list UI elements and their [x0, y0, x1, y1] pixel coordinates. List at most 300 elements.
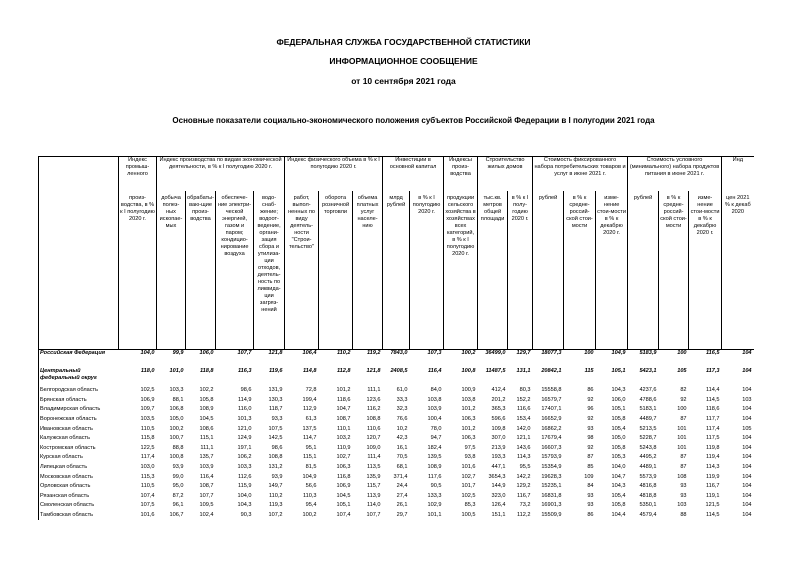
- table-row: [39, 415, 754, 425]
- table-cell: 88,8: [172, 444, 184, 451]
- table-cell: 104: [742, 502, 752, 509]
- table-row: [39, 444, 754, 454]
- table-cell: 81,5: [305, 464, 317, 471]
- sub-header: в % к I полугодию 2020 г.: [410, 191, 444, 350]
- table-cell: 87: [680, 454, 687, 461]
- table-cell: 104: [742, 512, 752, 519]
- sub-header: тыс.кв. метров общей площади: [478, 191, 508, 350]
- message-date: от 10 сентября 2021 года: [351, 76, 456, 86]
- table-cell: 95,5: [519, 464, 531, 471]
- table-cell: 5183,1: [639, 406, 657, 413]
- table-cell: 114,8: [302, 368, 317, 374]
- table-row: [39, 492, 754, 502]
- table-cell: 4816,8: [639, 483, 657, 490]
- table-cell: 101,0: [169, 368, 184, 374]
- table-cell: 114,9: [237, 396, 252, 403]
- table-cell: 61,3: [305, 416, 317, 423]
- table-cell: 107,7: [237, 350, 252, 356]
- table-cell: 104: [742, 464, 752, 471]
- table-cell: 104: [742, 435, 752, 442]
- table-cell: 101,6: [140, 512, 155, 519]
- table-cell: 106,7: [169, 512, 184, 519]
- region-name: Белгородская область: [39, 386, 119, 396]
- table-cell: 16607,3: [541, 444, 562, 451]
- table-cell: 104: [742, 454, 752, 461]
- sub-header: изме-нение стои-мости в % к декабрю 2020 г.: [596, 191, 628, 350]
- table-cell: 149,7: [268, 483, 283, 490]
- table-cell: 100: [677, 406, 687, 413]
- table-cell: 114,7: [302, 435, 317, 442]
- table-cell: 86: [587, 387, 594, 394]
- table-cell: 98,6: [271, 444, 283, 451]
- table-cell: 5213,5: [639, 425, 657, 432]
- table-cell: 96: [587, 406, 594, 413]
- table-cell: 105,1: [336, 502, 351, 509]
- table-cell: 106,2: [237, 454, 252, 461]
- table-cell: 19628,3: [541, 473, 562, 480]
- table-cell: 119,3: [268, 502, 283, 509]
- table-cell: 103,0: [140, 464, 155, 471]
- table-cell: 15558,8: [541, 387, 562, 394]
- table-cell: 102,5: [140, 387, 155, 394]
- table-cell: 105,8: [611, 416, 626, 423]
- table-cell: 109,5: [199, 502, 214, 509]
- table-cell: 108,9: [427, 464, 442, 471]
- table-cell: 100,2: [302, 512, 317, 519]
- table-cell: 114,4: [705, 387, 720, 394]
- table-cell: 115,1: [302, 454, 317, 461]
- table-row: [39, 501, 754, 511]
- table-cell: 105,0: [169, 416, 184, 423]
- table-cell: 110,2: [268, 492, 283, 499]
- group-header: Индексы произ-водства: [444, 157, 478, 192]
- table-cell: 107,7: [199, 492, 214, 499]
- table-cell: 15509,9: [541, 512, 562, 519]
- table-cell: 116,6: [516, 406, 531, 413]
- table-cell: 107,5: [268, 425, 283, 432]
- table-cell: 101,1: [427, 512, 442, 519]
- table-cell: 108: [677, 473, 687, 480]
- group-header: Индекс физического объема в % к I полугодию 2020 г.: [285, 157, 383, 192]
- table-cell: 87: [680, 464, 687, 471]
- table-cell: 201,2: [491, 396, 506, 403]
- table-cell: 101,7: [461, 483, 476, 490]
- table-cell: 103,2: [336, 435, 351, 442]
- table-cell: 115,3: [140, 473, 155, 480]
- table-cell: 100,7: [169, 435, 184, 442]
- region-name: Воронежская область: [39, 415, 119, 425]
- table-cell: 118,0: [140, 368, 155, 374]
- table-cell: 104,7: [611, 473, 626, 480]
- table-cell: 106,0: [611, 396, 626, 403]
- table-cell: 103,9: [427, 406, 442, 413]
- table-cell: 115,1: [199, 435, 214, 442]
- table-cell: 113,9: [366, 492, 381, 499]
- table-cell: 199,4: [302, 396, 317, 403]
- table-cell: 119,4: [705, 454, 720, 461]
- table-row: [39, 368, 754, 386]
- table-cell: 137,5: [302, 425, 317, 432]
- table-cell: 16862,2: [541, 425, 562, 432]
- region-column-header: [39, 157, 119, 350]
- table-cell: 116,2: [366, 406, 381, 413]
- table-cell: 96,1: [172, 502, 184, 509]
- table-cell: 112,9: [302, 406, 317, 413]
- table-cell: 307,0: [491, 435, 506, 442]
- table-cell: 116,3: [237, 368, 252, 374]
- table-cell: 95,1: [305, 444, 317, 451]
- table-cell: 108,8: [268, 454, 283, 461]
- table-cell: 104: [742, 483, 752, 490]
- table-row: [39, 396, 754, 406]
- table-cell: 135,9: [366, 473, 381, 480]
- table-cell: 15235,1: [541, 483, 562, 490]
- table-cell: 100,4: [427, 416, 442, 423]
- region-name: Владимирская область: [39, 405, 119, 415]
- table-cell: 100,2: [169, 425, 184, 432]
- table-cell: 103,9: [199, 464, 214, 471]
- table-cell: 16,1: [396, 444, 408, 451]
- table-row: [39, 511, 754, 521]
- table-cell: 93,9: [172, 464, 184, 471]
- table-row: [39, 482, 754, 492]
- sub-header: обрабаты-ваю-щие произ-водства: [186, 191, 216, 350]
- table-cell: 86: [587, 512, 594, 519]
- table-cell: 213,9: [491, 444, 506, 451]
- table-cell: 2408,5: [390, 368, 408, 374]
- table-cell: 106,4: [302, 350, 317, 356]
- table-cell: 104,5: [336, 492, 351, 499]
- table-cell: 16831,8: [541, 492, 562, 499]
- table-cell: 104,0: [611, 464, 626, 471]
- region-name: Орловская область: [39, 482, 119, 492]
- table-cell: 143,6: [516, 444, 531, 451]
- table-cell: 101,2: [461, 406, 476, 413]
- table-cell: 5350,1: [639, 502, 657, 509]
- table-cell: 116,7: [705, 483, 720, 490]
- table-cell: 97,5: [464, 444, 476, 451]
- table-cell: 10,2: [396, 425, 408, 432]
- table-cell: 92: [587, 444, 594, 451]
- table-cell: 118,8: [199, 368, 214, 374]
- table-cell: 93,8: [464, 454, 476, 461]
- table-cell: 121,0: [237, 425, 252, 432]
- table-cell: 93,3: [271, 416, 283, 423]
- table-cell: 110,9: [336, 444, 351, 451]
- table-cell: 144,9: [491, 483, 506, 490]
- table-cell: 115,7: [366, 483, 381, 490]
- table-cell: 102,9: [427, 502, 442, 509]
- table-cell: 114,3: [705, 464, 720, 471]
- table-cell: 153,4: [516, 416, 531, 423]
- table-row: [39, 405, 754, 415]
- sub-header: обеспече-ние электри-ческой энергией, газом и паром; кондицио-нирование воздуха: [216, 191, 254, 350]
- group-header: Стоимость фиксированного набора потребительских товаров и услуг в июне 2021 г.: [533, 157, 628, 192]
- table-cell: 90,3: [240, 512, 252, 519]
- region-name: Калужская область: [39, 434, 119, 444]
- table-cell: 108,9: [199, 406, 214, 413]
- table-cell: 93: [680, 492, 687, 499]
- table-cell: 112,2: [516, 512, 531, 519]
- table-cell: 100: [677, 350, 687, 356]
- table-cell: 110,2: [336, 350, 351, 356]
- table-cell: 118,6: [336, 396, 351, 403]
- table-cell: 106,3: [461, 435, 476, 442]
- table-cell: 117,3: [705, 368, 720, 374]
- table-cell: 87: [587, 454, 594, 461]
- table-cell: 95,4: [305, 502, 317, 509]
- table-cell: 142,2: [516, 473, 531, 480]
- table-cell: 104: [742, 444, 752, 451]
- table-cell: 102,7: [461, 473, 476, 480]
- table-cell: 56,6: [305, 483, 317, 490]
- sub-header: рублей: [628, 191, 659, 350]
- table-cell: 84: [587, 483, 594, 490]
- statistics-table: [38, 156, 754, 520]
- table-cell: 108,6: [199, 425, 214, 432]
- table-cell: 104: [742, 492, 752, 499]
- table-cell: 131,9: [268, 387, 283, 394]
- table-cell: 111,1: [367, 387, 381, 394]
- sub-header: цен 2021 % к декаб 2020: [722, 191, 754, 350]
- table-cell: 109,8: [491, 425, 506, 432]
- table-cell: 130,3: [268, 396, 283, 403]
- table-cell: 98,6: [240, 387, 252, 394]
- table-cell: 105,1: [611, 368, 626, 374]
- table-cell: 117,4: [705, 425, 720, 432]
- table-cell: 102,7: [336, 454, 351, 461]
- table-cell: 105,8: [611, 502, 626, 509]
- table-cell: 42,3: [396, 435, 408, 442]
- table-cell: 118,6: [705, 406, 720, 413]
- group-header: Инвестиции в основной капитал: [383, 157, 444, 192]
- table-cell: 93: [587, 492, 594, 499]
- table-cell: 104,5: [199, 416, 214, 423]
- table-cell: 4818,8: [639, 492, 657, 499]
- table-cell: 104: [742, 368, 752, 374]
- table-cell: 103: [677, 502, 687, 509]
- table-cell: 114,5: [705, 512, 720, 519]
- table-cell: 11487,5: [485, 368, 506, 374]
- table-cell: 105: [742, 425, 752, 432]
- table-cell: 93,9: [271, 473, 283, 480]
- table-cell: 5228,7: [639, 435, 657, 442]
- table-cell: 33,3: [396, 396, 408, 403]
- table-cell: 109,0: [366, 444, 381, 451]
- group-header: Индекс промыш-ленного: [119, 157, 157, 192]
- table-cell: 5183,9: [639, 350, 657, 356]
- table-cell: 4237,6: [639, 387, 657, 394]
- table-cell: 105,4: [611, 492, 626, 499]
- table-cell: 104: [742, 387, 752, 394]
- table-row: [39, 463, 754, 473]
- table-cell: 107,4: [336, 512, 351, 519]
- table-cell: 365,3: [491, 406, 506, 413]
- sub-header: объема платных услуг населе-нию: [353, 191, 383, 350]
- table-cell: 26,1: [396, 502, 408, 509]
- table-cell: 92: [680, 396, 687, 403]
- table-cell: 114,3: [516, 454, 531, 461]
- table-cell: 104: [742, 350, 752, 356]
- table-cell: 20842,1: [541, 368, 562, 374]
- table-cell: 122,5: [140, 444, 155, 451]
- table-cell: 102,2: [199, 387, 214, 394]
- table-cell: 104,4: [611, 512, 626, 519]
- table-cell: 93: [587, 502, 594, 509]
- table-cell: 110,6: [366, 425, 381, 432]
- region-name: Рязанская область: [39, 492, 119, 502]
- table-cell: 117,6: [427, 473, 442, 480]
- table-cell: 115: [584, 368, 594, 374]
- table-row: [39, 472, 754, 482]
- table-cell: 101,2: [336, 387, 351, 394]
- table-cell: 104,9: [611, 350, 626, 356]
- table-cell: 105,8: [611, 444, 626, 451]
- table-cell: 16901,3: [541, 502, 562, 509]
- table-cell: 99,9: [172, 350, 184, 356]
- table-cell: 104,9: [302, 473, 317, 480]
- table-cell: 142,5: [268, 435, 283, 442]
- table-cell: 82: [680, 387, 687, 394]
- table-cell: 104,3: [611, 483, 626, 490]
- table-row: [39, 386, 754, 396]
- table-cell: 36499,0: [485, 350, 506, 356]
- table-cell: 100,9: [461, 387, 476, 394]
- table-cell: 27,4: [396, 492, 408, 499]
- table-cell: 117,4: [140, 454, 155, 461]
- table-cell: 101: [677, 444, 687, 451]
- table-cell: 112,6: [237, 473, 252, 480]
- table-cell: 107,4: [140, 492, 155, 499]
- table-row: [39, 453, 754, 463]
- table-cell: 94,7: [430, 435, 442, 442]
- table-cell: 18077,3: [541, 350, 562, 356]
- table-cell: 193,3: [491, 454, 506, 461]
- table-cell: 119,9: [705, 473, 720, 480]
- table-row: [39, 424, 754, 434]
- sub-header: в % к I полу-годию 2020 г.: [508, 191, 533, 350]
- table-cell: 104,3: [611, 387, 626, 394]
- table-cell: 106,9: [140, 396, 155, 403]
- table-cell: 106,9: [336, 483, 351, 490]
- table-cell: 105,8: [199, 396, 214, 403]
- table-cell: 105,1: [611, 406, 626, 413]
- table-cell: 106,3: [461, 416, 476, 423]
- sub-header: в % к средне-россий-ской стои-мости: [659, 191, 689, 350]
- table-cell: 103,8: [427, 396, 442, 403]
- table-cell: 15354,9: [541, 464, 562, 471]
- table-cell: 105,4: [611, 425, 626, 432]
- sub-header: продукции сельского хозяйства в хозяйствах всех категорий, в % к I полугодию 2020 г.: [444, 191, 478, 350]
- table-cell: 92: [587, 396, 594, 403]
- table-cell: 78,0: [430, 425, 442, 432]
- region-name: Российская Федерация: [39, 350, 119, 369]
- table-cell: 4489,1: [639, 464, 657, 471]
- region-name: Ивановская область: [39, 424, 119, 434]
- table-cell: 93: [680, 483, 687, 490]
- table-cell: 103,3: [237, 464, 252, 471]
- table-cell: 106,8: [169, 406, 184, 413]
- table-cell: 111,1: [200, 444, 214, 451]
- sub-header: работ, выпол-ненных по виду деятель-ности "Строи-тельство": [285, 191, 319, 350]
- table-cell: 100: [584, 350, 594, 356]
- table-cell: 105,3: [611, 454, 626, 461]
- table-cell: 108,7: [336, 416, 351, 423]
- table-cell: 4495,2: [639, 454, 657, 461]
- table-cell: 107,3: [427, 350, 442, 356]
- table-cell: 110,5: [140, 483, 155, 490]
- table-cell: 100,8: [461, 368, 476, 374]
- table-cell: 87,2: [172, 492, 184, 499]
- table-cell: 101: [677, 425, 687, 432]
- table-cell: 106,0: [199, 350, 214, 356]
- table-cell: 121,8: [268, 350, 283, 356]
- message-type: ИНФОРМАЦИОННОЕ СООБЩЕНИЕ: [329, 56, 478, 66]
- table-cell: 106,3: [336, 464, 351, 471]
- table-cell: 103,8: [461, 396, 476, 403]
- sub-header: рублей: [533, 191, 564, 350]
- table-cell: 131,2: [268, 464, 283, 471]
- table-cell: 110,5: [140, 425, 155, 432]
- table-cell: 15793,9: [541, 454, 562, 461]
- table-cell: 61,0: [396, 387, 408, 394]
- table-cell: 29,7: [396, 512, 408, 519]
- table-cell: 110,1: [336, 425, 351, 432]
- region-name: Брянская область: [39, 396, 119, 406]
- table-cell: 99,0: [172, 473, 184, 480]
- table-cell: 73,2: [519, 502, 531, 509]
- table-cell: 123,6: [366, 396, 381, 403]
- table-cell: 95,0: [172, 483, 184, 490]
- table-cell: 118,7: [268, 406, 283, 413]
- table-cell: 119,1: [705, 492, 720, 499]
- table-cell: 102,4: [199, 512, 214, 519]
- table-cell: 121,1: [516, 435, 531, 442]
- table-cell: 104,0: [237, 492, 252, 499]
- table-cell: 121,8: [366, 368, 381, 374]
- table-cell: 76,6: [396, 416, 408, 423]
- table-cell: 68,1: [396, 464, 408, 471]
- table-cell: 129,2: [516, 483, 531, 490]
- table-cell: 109,7: [140, 406, 155, 413]
- region-name: Тамбовская область: [39, 511, 119, 521]
- table-cell: 32,3: [396, 406, 408, 413]
- table-row: [39, 350, 754, 369]
- table-cell: 104,7: [336, 406, 351, 413]
- sub-header: произ-водства, в % к I полугодию 2020 г.: [119, 191, 157, 350]
- table-cell: 5423,1: [639, 368, 657, 374]
- table-cell: 116,4: [427, 368, 442, 374]
- table-cell: 7843,0: [390, 350, 408, 356]
- table-cell: 115,9: [237, 483, 252, 490]
- table-cell: 116,8: [336, 473, 351, 480]
- table-cell: 100,2: [461, 350, 476, 356]
- table-cell: 85,3: [464, 502, 476, 509]
- table-cell: 98: [587, 435, 594, 442]
- table-cell: 103: [742, 396, 752, 403]
- table-cell: 5573,9: [639, 473, 657, 480]
- table-cell: 116,7: [516, 492, 531, 499]
- sub-header: изме-нение стои-мости в % к декабрю 2020 г.: [689, 191, 722, 350]
- group-header: Строительство жилых домов: [478, 157, 533, 192]
- table-cell: 182,4: [427, 444, 442, 451]
- table-cell: 85: [587, 464, 594, 471]
- table-cell: 152,2: [516, 396, 531, 403]
- table-cell: 139,5: [427, 454, 442, 461]
- table-cell: 119,6: [268, 368, 283, 374]
- table-cell: 93: [587, 425, 594, 432]
- table-cell: 113,5: [366, 464, 381, 471]
